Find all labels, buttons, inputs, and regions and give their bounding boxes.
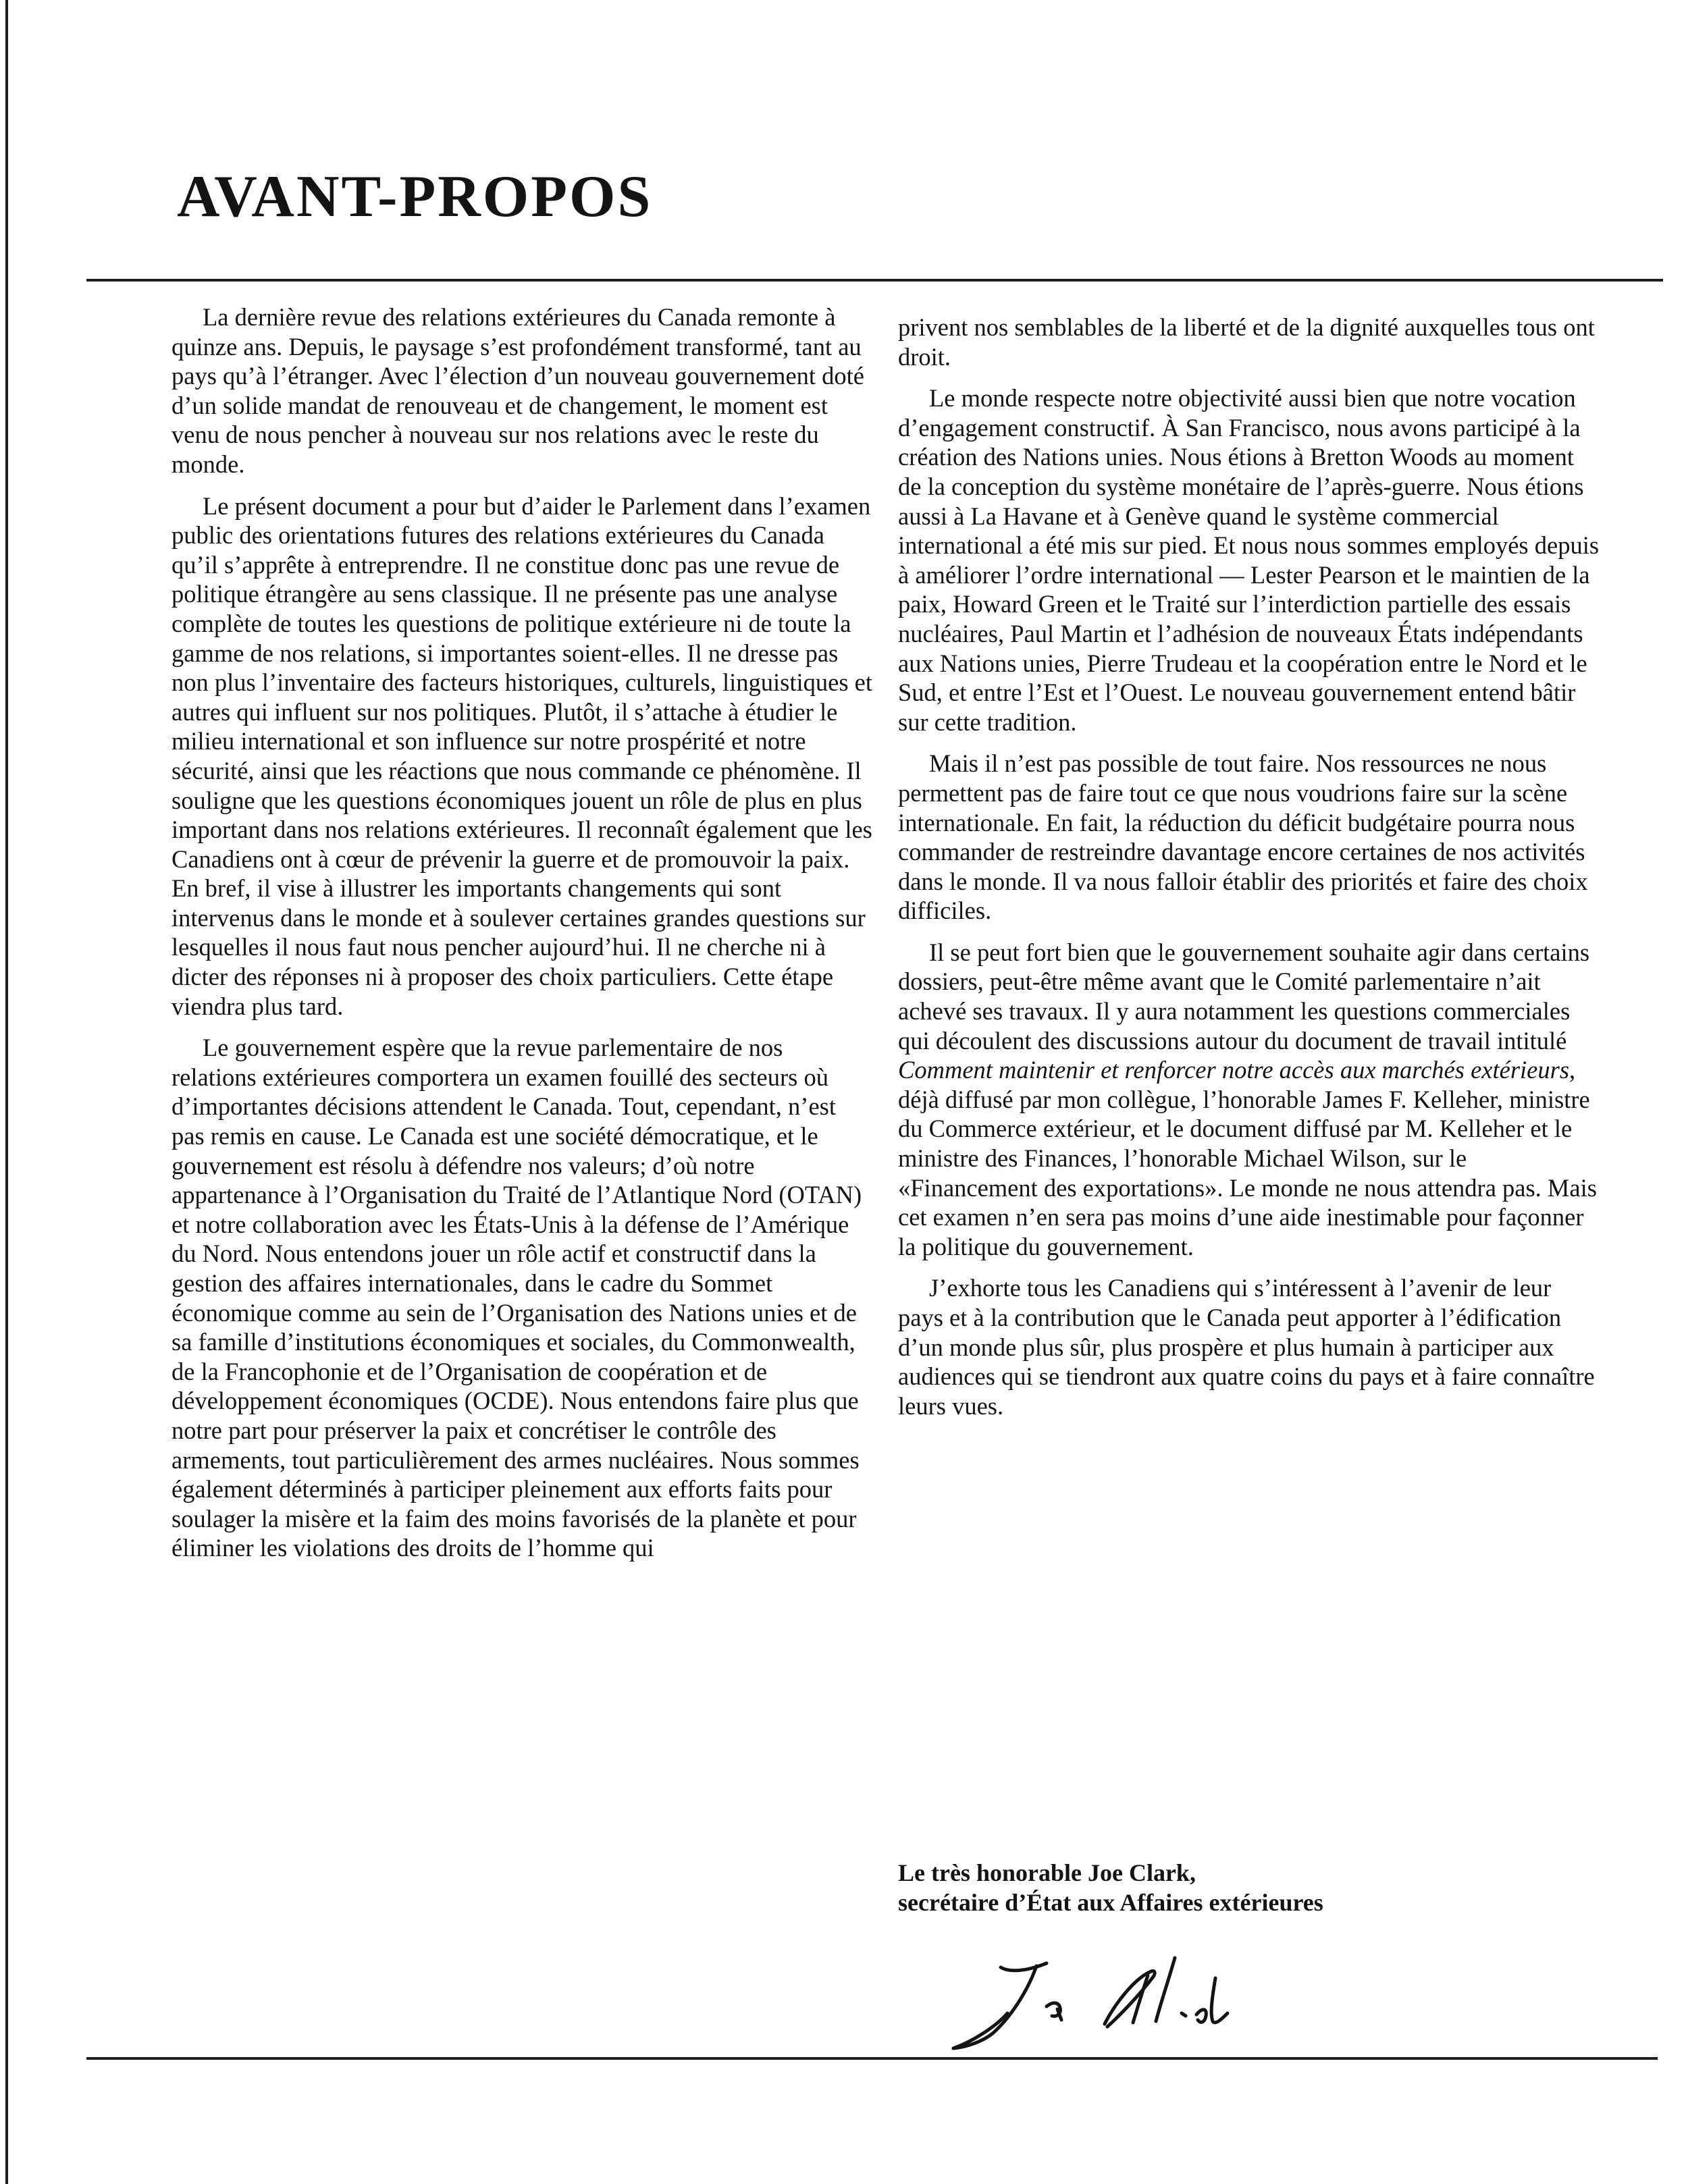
paragraph-text: Il se peut fort bien que le gouvernement souhaite agir dans certains dossiers, peut-être même avant que le Comité parlementaire n’ait achevé ses travaux. Il y aura notamment les questions commerciales qui découlent des discussions autour du document de travail intitulé: [898, 938, 1590, 1055]
paragraph-text: , déjà diffusé par mon collègue, l’honorable James F. Kelleher, ministre du Commerce extérieur, et le document diffusé par M. Kelleher et le ministre des Finances, l’honorable Michael Wilson, sur le «Financement des exportations». Le monde ne nous attendra pas. Mais cet examen n’en sera pas moins d’une aide inestimable pour façonner la politique du gouvernement.: [898, 1056, 1597, 1260]
signature-stroke: [1211, 1978, 1228, 2023]
signature-stroke: [1196, 2010, 1206, 2023]
page-title: AVANT-PROPOS: [177, 164, 653, 230]
signature-block: [898, 1858, 1607, 1917]
document-title-italic: Comment maintenir et renforcer notre accès aux marchés extérieurs: [898, 1056, 1570, 1084]
signature-stroke: [953, 2013, 1007, 2048]
top-rule: [86, 279, 1663, 282]
signatory-name: Le très honorable Joe Clark,: [898, 1859, 1196, 1886]
paragraph: Le gouvernement espère que la revue parlementaire de nos relations extérieures comportera un examen fouillé des secteurs où d’importantes décisions attendent le Canada. Tout, cependant, n’est pas remis en cause. Le Canada est une société démocratique, et le gouvernement est résolu à défendre nos valeurs; d’où notre appartenance à l’Organisation du Traité de l’Atlantique Nord (OTAN) et notre collaboration avec les États-Unis à la défense de l’Amérique du Nord. Nous entendons jouer un rôle actif et constructif dans la gestion des affaires internationales, dans le cadre du Sommet économique comme au sein de l’Organisation des Nations unies et de sa famille d’institutions économiques et sociales, du Commonwealth, de la Francophonie et de l’Organisation de coopération et de développement économiques (OCDE). Nous entendons faire plus que notre part pour préserver la paix et concrétiser le contrôle des armements, tout particulièrement des armes nucléaires. Nous sommes également déterminés à participer pleinement aux efforts faits pour soulager la misère et la faim des moins favorisés de la planète et pour éliminer les violations des droits de l’homme qui: [172, 1034, 862, 1562]
paragraph-continued: privent nos semblables de la liberté et de la dignité auxquelles tous ont droit.: [898, 313, 1595, 371]
paragraph: J’exhorte tous les Canadiens qui s’intéressent à l’avenir de leur pays et à la contribution que le Canada peut apporter à l’édification d’un monde plus sûr, plus prospère et plus humain à participer aux audiences qui se tiendront aux quatre coins du pays et à faire connaître leurs vues.: [898, 1274, 1595, 1420]
page-edge: [5, 0, 8, 2184]
paragraph: Le présent document a pour but d’aider le Parlement dans l’examen public des orientations futures des relations extérieures du Canada qu’il s’apprête à entreprendre. Il ne constitue donc pas une revue de politique étrangère au sens classique. Il ne présente pas une analyse complète de toutes les questions de politique extérieure ni de toute la gamme de nos relations, si importantes soient-elles. Il ne dresse pas non plus l’inventaire des facteurs historiques, culturels, linguistiques et autres qui influent sur nos politiques. Plutôt, il s’attache à étudier le milieu international et son influence sur notre prospérité et notre sécurité, ainsi que les réactions que nous commande ce phénomène. Il souligne que les questions économiques jouent un rôle de plus en plus important dans nos relations extérieures. Il reconnaît également que les Canadiens ont à cœur de prévenir la guerre et de promouvoir la paix. En bref, il vise à illustrer les importants changements qui sont intervenus dans le monde et à soulever certaines grandes questions sur lesquelles il nous faut nous pencher aujourd’hui. Il ne cherche ni à dicter des réponses ni à proposer des choix particuliers. Cette étape viendra plus tard.: [172, 491, 873, 1020]
signature-stroke: [1001, 1963, 1047, 1971]
signature-stroke: [953, 1966, 1036, 2048]
signature-stroke: [1182, 2013, 1186, 2016]
paragraph: Mais il n’est pas possible de tout faire. Nos ressources ne nous permettent pas de faire tout ce que nous voudrions faire sur la scène internationale. En fait, la réduction du déficit budgétaire pourra nous commander de restreindre davantage encore certaines de nos activités dans le monde. Il va nous falloir établir des priorités et faire des choix difficiles.: [898, 749, 1588, 925]
paragraph: [898, 938, 1600, 1262]
handwritten-signature: [945, 1951, 1296, 2052]
right-column: [898, 313, 1600, 1433]
signature-stroke: [1156, 1958, 1175, 2021]
bottom-rule: [86, 2057, 1658, 2060]
signatory-title: secrétaire d’État aux Affaires extérieures: [898, 1889, 1323, 1916]
paragraph: La dernière revue des relations extérieures du Canada remonte à quinze ans. Depuis, le paysage s’est profondément transformé, tant au pays qu’à l’étranger. Avec l’élection d’un nouveau gouvernement doté d’un solide mandat de renouveau et de changement, le moment est venu de nous pencher à nouveau sur nos relations avec le reste du monde.: [172, 303, 865, 478]
paragraph: Le monde respecte notre objectivité aussi bien que notre vocation d’engagement constructif. À San Francisco, nous avons participé à la création des Nations unies. Nous étions à Bretton Woods au moment de la conception du système monétaire de l’après-guerre. Nous étions aussi à La Havane et à Genève quand le système commercial international a été mis sur pied. Et nous nous sommes employés depuis à améliorer l’ordre international — Lester Pearson et le maintien de la paix, Howard Green et le Traité sur l’interdiction partielle des essais nucléaires, Paul Martin et l’adhésion de nouveaux États indépendants aux Nations unies, Pierre Trudeau et la coopération entre le Nord et le Sud, et entre l’Est et l’Ouest. Le nouveau gouvernement entend bâtir sur cette tradition.: [898, 384, 1600, 736]
left-column: [172, 302, 874, 1575]
